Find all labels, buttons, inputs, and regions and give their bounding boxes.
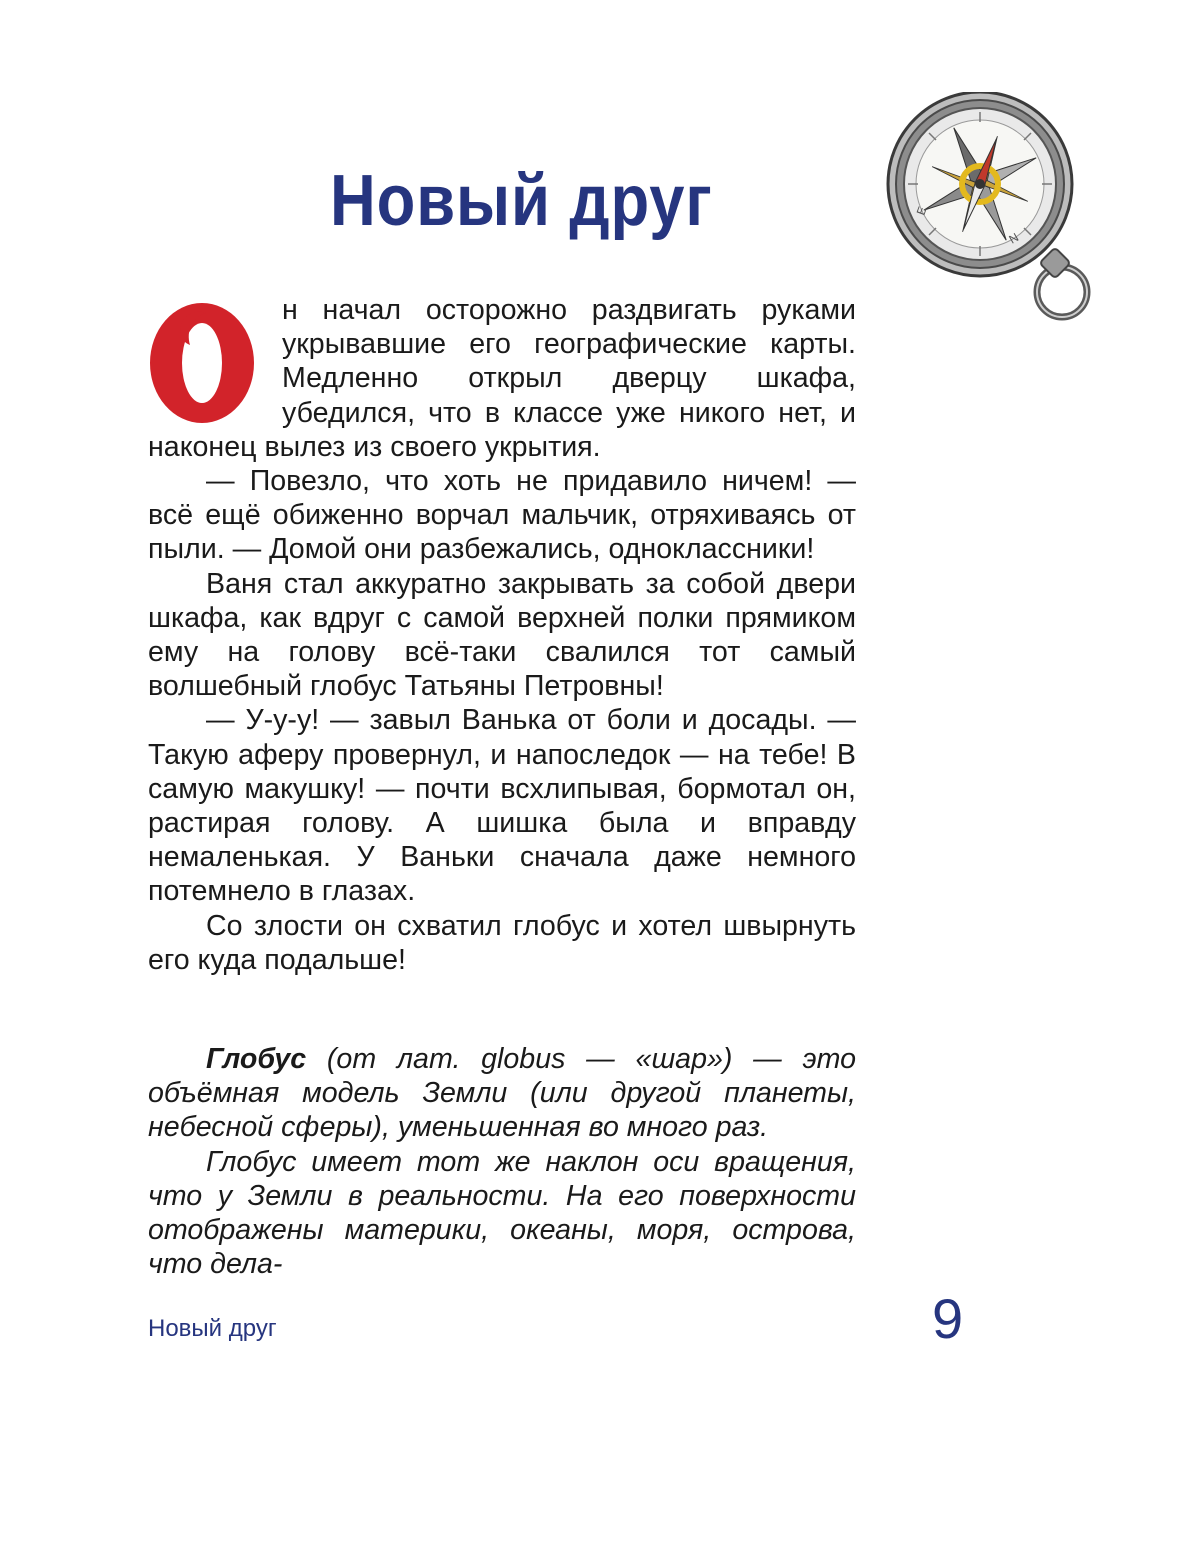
paragraph-3: Ваня стал аккуратно закрывать за собой двери шкафа, как вдруг с самой верхней полки прямиком ему на голову всё-таки свалился тот самый волшебный глобус Татьяны Петровны! xyxy=(148,567,856,703)
paragraph-2: — Повезло, что хоть не придавило ничем! — всё ещё обиженно ворчал мальчик, отряхиваясь от пыли. — Домой они разбежались, одноклассники! xyxy=(148,465,856,566)
paragraph-5: Со злости он схватил глобус и хотел швырнуть его куда подальше! xyxy=(148,909,856,976)
chapter-title: Новый друг xyxy=(330,161,713,241)
compass-icon xyxy=(884,92,1096,332)
info-term: Глобус xyxy=(206,1043,307,1075)
running-title: Новый друг xyxy=(148,1315,277,1342)
compass-label-n: N xyxy=(1006,230,1022,247)
info-box xyxy=(148,1042,856,1281)
story-text xyxy=(148,293,856,977)
page-number: 9 xyxy=(932,1287,964,1350)
info-paragraph-1 xyxy=(148,1042,856,1145)
compass-label-e: E xyxy=(913,204,930,218)
dropcap xyxy=(146,301,268,429)
info-paragraph-1-text: (от лат. globus — «шар») — это объёмная модель Земли (или другой планеты, небесной сферы), уменьшенная во много раз. xyxy=(148,1043,856,1144)
paragraph-1 xyxy=(148,293,856,464)
paragraph-4: — У-у-у! — завыл Ванька от боли и досады. — Такую аферу провернул, и напоследок — на тебе! В самую макушку! — почти всхлипывая, бормотал он, растирая голову. А шишка была и вправду немаленькая. У Ваньки сначала даже немного потемнело в глазах. xyxy=(148,704,856,908)
paragraph-1-text: н начал осторожно раздвигать руками укрывавшие его географические карты. Медленно открыл дверцу шкафа, убедился, что в классе уже никого нет, и наконец вылез из своего укрытия. xyxy=(148,294,856,463)
info-paragraph-2: Глобус имеет тот же наклон оси вращения, что у Земли в реальности. На его поверхности отображены материки, океаны, моря, острова, что дела- xyxy=(148,1145,856,1281)
